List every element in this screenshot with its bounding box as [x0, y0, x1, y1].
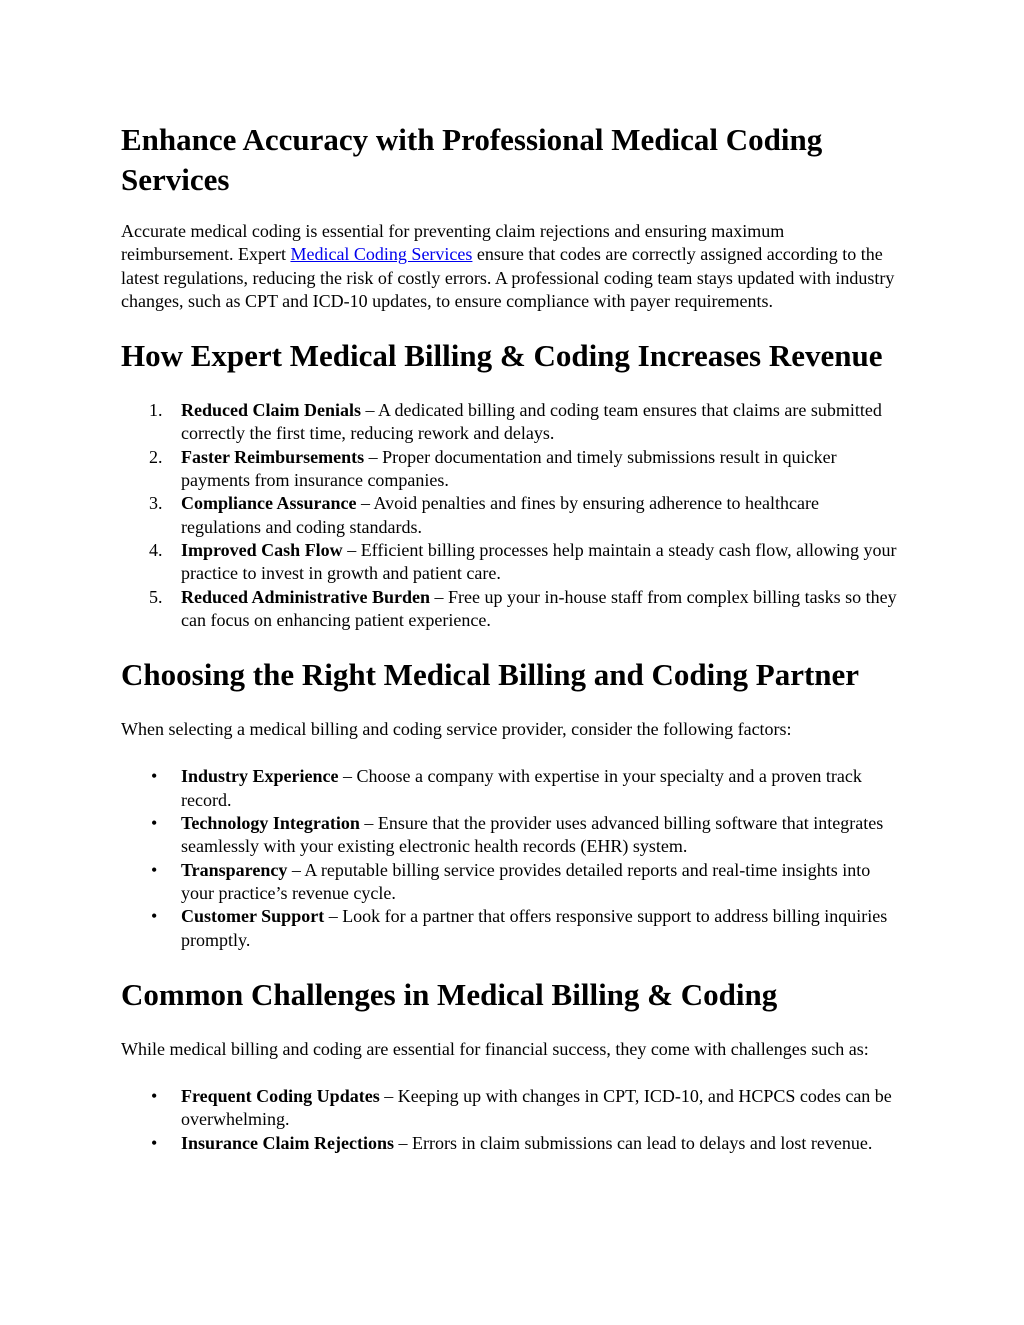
revenue-list: [121, 399, 901, 632]
list-item-title: Technology Integration: [181, 813, 360, 834]
intro-paragraph: [121, 220, 901, 313]
list-number: 3.: [149, 493, 163, 514]
list-item-title: Transparency: [181, 859, 288, 880]
list-number: 1.: [149, 400, 163, 421]
list-number: 4.: [149, 539, 163, 560]
partner-heading: Choosing the Right Medical Billing and Coding Partner: [121, 657, 860, 693]
bullet-icon: •: [151, 859, 158, 880]
list-item-text: – Keeping up with changes in CPT, ICD-10, and HCPCS codes can be overwhelming.: [181, 1086, 892, 1130]
list-item-title: Improved Cash Flow: [181, 539, 343, 560]
list-item-title: Industry Experience: [181, 766, 339, 787]
list-item: [121, 765, 901, 812]
list-item-title: Reduced Claim Denials: [181, 400, 361, 421]
list-item: [121, 1085, 901, 1132]
list-item: [121, 492, 901, 539]
bullet-icon: •: [151, 906, 158, 927]
list-item-title: Reduced Administrative Burden: [181, 586, 431, 607]
list-number: 5.: [149, 586, 163, 607]
partner-intro: When selecting a medical billing and coding service provider, consider the following factors:: [121, 719, 792, 740]
list-item: [121, 446, 901, 493]
medical-coding-services-link[interactable]: Medical Coding Services: [290, 244, 473, 265]
bullet-icon: •: [151, 1086, 158, 1107]
challenges-intro: While medical billing and coding are essential for financial success, they come with challenges such as:: [121, 1038, 869, 1059]
list-item: [121, 539, 901, 586]
list-item: [121, 905, 901, 952]
intro-text-after-link: ensure that codes are correctly assigned according to the latest regulations, reducing the risk of costly errors. A professional coding team stays updated with industry changes, such as CPT and ICD-10 updates, to ensure compliance with payer requirements.: [121, 244, 895, 311]
bullet-icon: •: [151, 1132, 158, 1153]
list-item-text: – Errors in claim submissions can lead to delays and lost revenue.: [393, 1132, 873, 1153]
list-item-text: – Proper documentation and timely submissions result in quicker payments from insurance companies.: [181, 446, 837, 491]
list-item-title: Compliance Assurance: [181, 493, 357, 514]
list-item-text: – Choose a company with expertise in your specialty and a proven track record.: [181, 766, 862, 810]
list-item-text: – A dedicated billing and coding team ensures that claims are submitted correctly the first time, reducing rework and delays.: [181, 400, 882, 444]
list-item-title: Faster Reimbursements: [181, 446, 365, 467]
list-item-text: – Avoid penalties and fines by ensuring adherence to healthcare regulations and coding standards.: [181, 493, 819, 537]
bullet-icon: •: [151, 766, 158, 787]
partner-list: [121, 765, 901, 951]
revenue-heading: How Expert Medical Billing & Coding Increases Revenue: [121, 338, 883, 374]
list-item-text: – A reputable billing service provides detailed reports and real-time insights into your practice’s revenue cycle.: [181, 859, 871, 903]
list-item-title: Frequent Coding Updates: [181, 1086, 380, 1107]
list-item: [121, 812, 901, 859]
document-page: [121, 120, 901, 1155]
list-item: [121, 859, 901, 906]
challenges-list: [121, 1085, 901, 1155]
bullet-icon: •: [151, 813, 158, 834]
list-number: 2.: [149, 446, 163, 467]
list-item-text: – Look for a partner that offers responsive support to address billing inquiries promptly.: [181, 906, 888, 950]
list-item-text: – Efficient billing processes help maintain a steady cash flow, allowing your practice to invest in growth and patient care.: [181, 539, 897, 584]
challenges-heading: Common Challenges in Medical Billing & Coding: [121, 976, 778, 1012]
list-item: [121, 399, 901, 446]
list-item-text: – Ensure that the provider uses advanced billing software that integrates seamlessly with your existing electronic health records (EHR) system.: [181, 813, 884, 857]
page-title: Enhance Accuracy with Professional Medical Coding Services: [121, 122, 823, 197]
intro-text-before-link: Accurate medical coding is essential for preventing claim rejections and ensuring maximum reimbursement. Expert: [121, 221, 785, 265]
list-item-text: – Free up your in-house staff from complex billing tasks so they can focus on enhancing patient experience.: [181, 586, 897, 630]
list-item-title: Customer Support: [181, 906, 325, 927]
list-item: [121, 1132, 901, 1155]
list-item-title: Insurance Claim Rejections: [181, 1132, 394, 1153]
list-item: [121, 586, 901, 633]
